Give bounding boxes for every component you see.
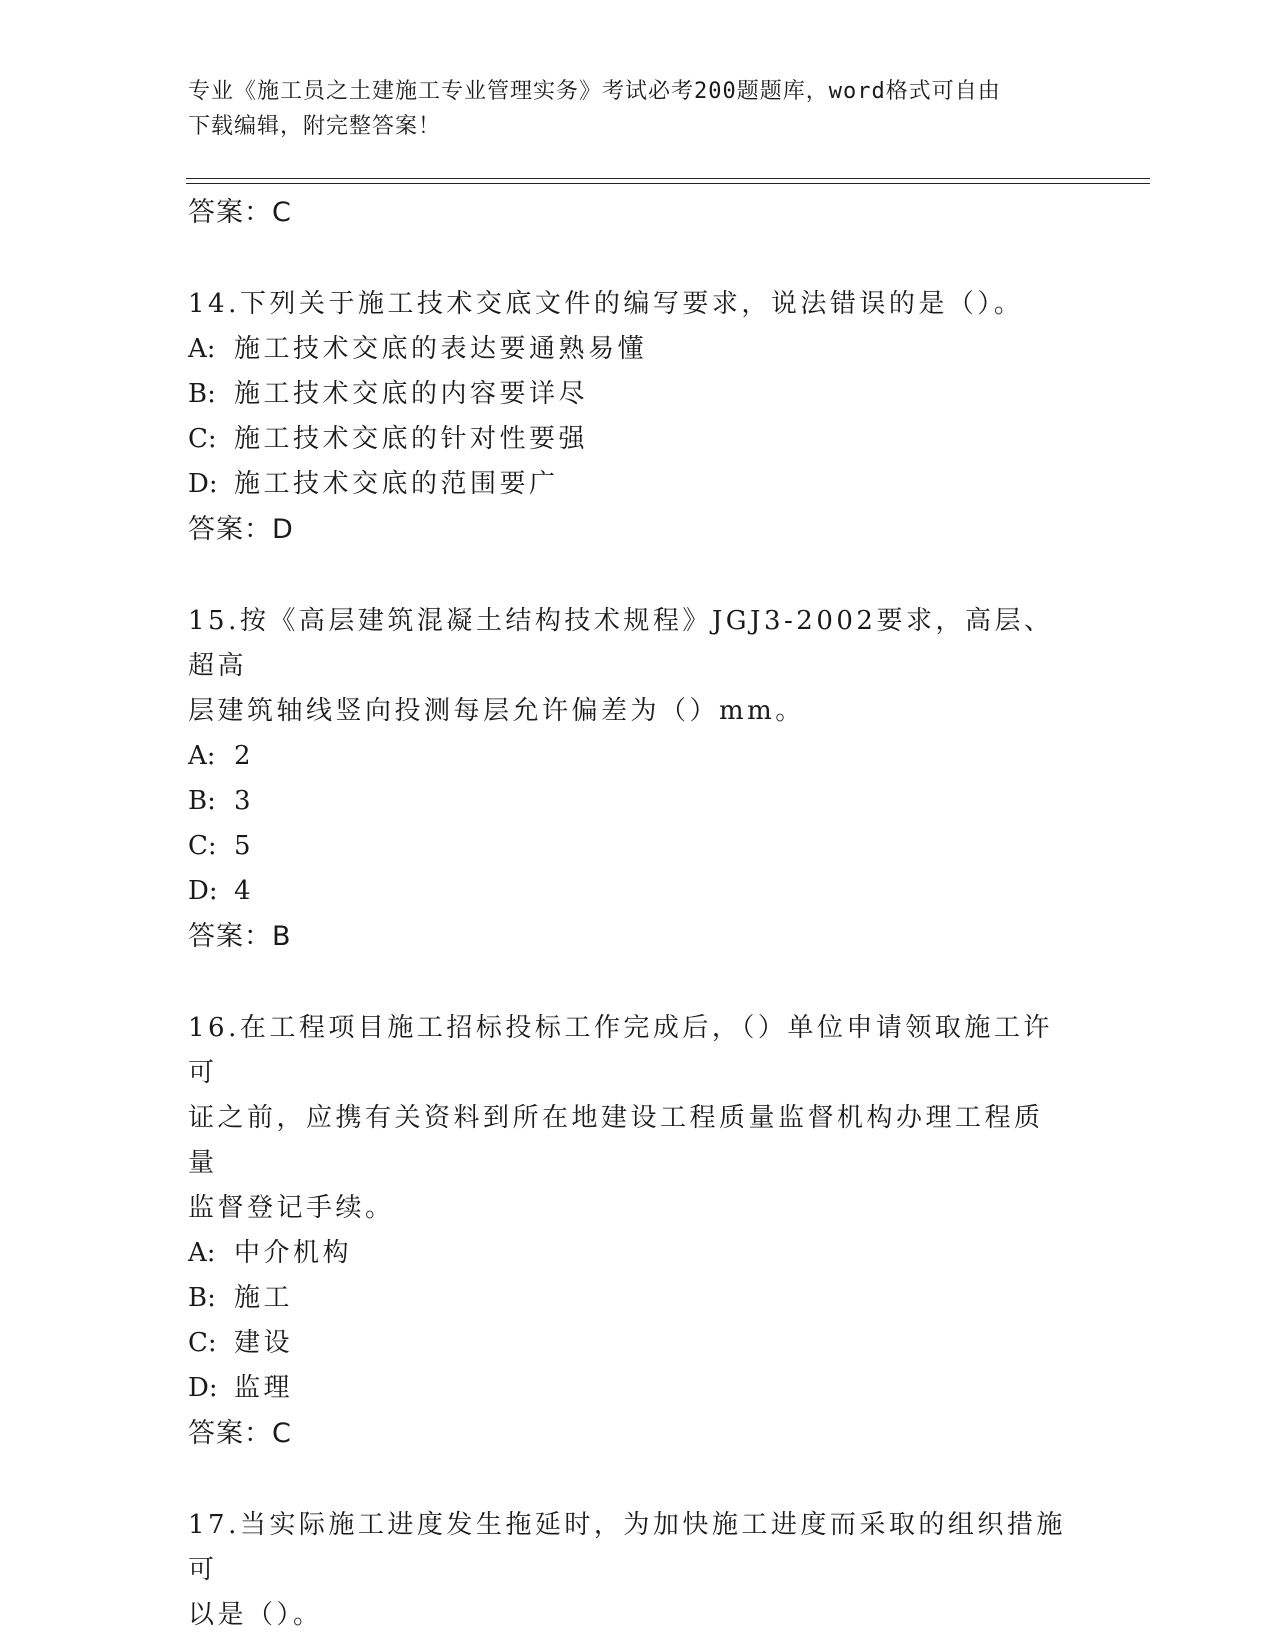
spacer (188, 235, 1088, 282)
option-text: 施工 (234, 1283, 294, 1313)
option-letter: C: (188, 1328, 217, 1358)
question-15-text-line-1: 15.按《高层建筑混凝土结构技术规程》JGJ3-2002要求，高层、超高 (188, 606, 1054, 681)
question-16-text (188, 1006, 1068, 1231)
answer-14: 答案：D (188, 514, 294, 545)
answer-13: 答案：C (188, 197, 292, 228)
question-15 (188, 599, 1088, 959)
question-16-text-line-2: 证之前，应携有关资料到所在地建设工程质量监督机构办理工程质量 (188, 1103, 1044, 1178)
option-letter: A: (188, 334, 216, 364)
option-letter: A: (188, 1238, 216, 1268)
question-14-option-c (188, 417, 1088, 462)
header-divider-bottom (186, 183, 1150, 184)
option-letter: D: (188, 1373, 218, 1403)
option-text: 2 (234, 741, 255, 771)
option-text: 监理 (234, 1373, 294, 1403)
question-16-text-line-3: 监督登记手续。 (188, 1193, 395, 1223)
question-17-text-line-2: 以是（）。 (188, 1600, 323, 1630)
option-text: 施工技术交底的范围要广 (234, 469, 559, 499)
question-17 (188, 1503, 1088, 1638)
question-14-option-d (188, 462, 1088, 507)
answer-15: 答案：B (188, 921, 292, 952)
question-list (188, 190, 1088, 1638)
question-15-text (188, 599, 1068, 734)
question-14-option-b (188, 372, 1088, 417)
header-line-2: 下载编辑，附完整答案！ (188, 114, 442, 139)
option-letter: C: (188, 831, 217, 861)
question-16-option-b (188, 1276, 1088, 1321)
option-letter: A: (188, 741, 216, 771)
question-16 (188, 1006, 1088, 1456)
question-15-option-b (188, 779, 1088, 824)
option-text: 施工技术交底的针对性要强 (234, 424, 589, 454)
option-text: 中介机构 (234, 1238, 353, 1268)
question-17-text-line-1: 17.当实际施工进度发生拖延时，为加快施工进度而采取的组织措施可 (188, 1510, 1066, 1585)
question-14-text: 14.下列关于施工技术交底文件的编写要求，说法错误的是（）。 (188, 289, 1024, 319)
option-letter: B: (188, 379, 216, 409)
question-15-text-line-2: 层建筑轴线竖向投测每层允许偏差为（）mm。 (188, 696, 805, 726)
question-14-option-a (188, 327, 1088, 372)
option-text: 5 (234, 831, 255, 861)
question-14 (188, 282, 1088, 552)
spacer (188, 1456, 1088, 1503)
question-16-text-line-1: 16.在工程项目施工招标投标工作完成后，（）单位申请领取施工许可 (188, 1013, 1053, 1088)
option-letter: D: (188, 876, 218, 906)
spacer (188, 552, 1088, 599)
spacer (188, 959, 1088, 1006)
page-header (188, 74, 1068, 144)
option-text: 3 (234, 786, 255, 816)
option-letter: B: (188, 786, 216, 816)
question-16-option-c (188, 1321, 1088, 1366)
option-text: 施工技术交底的内容要详尽 (234, 379, 589, 409)
question-15-option-c (188, 824, 1088, 869)
option-text: 施工技术交底的表达要通熟易懂 (234, 334, 648, 364)
header-line-1: 专业《施工员之土建施工专业管理实务》考试必考200题题库，word格式可自由 (188, 79, 1001, 104)
question-15-option-a (188, 734, 1088, 779)
question-15-option-d (188, 869, 1088, 914)
question-16-option-d (188, 1366, 1088, 1411)
option-letter: B: (188, 1283, 216, 1313)
option-letter: D: (188, 469, 218, 499)
option-text: 建设 (234, 1328, 294, 1358)
option-letter: C: (188, 424, 217, 454)
header-divider-top (186, 178, 1150, 179)
answer-16: 答案：C (188, 1418, 292, 1449)
question-17-text (188, 1503, 1068, 1638)
question-16-option-a (188, 1231, 1088, 1276)
option-text: 4 (234, 876, 255, 906)
